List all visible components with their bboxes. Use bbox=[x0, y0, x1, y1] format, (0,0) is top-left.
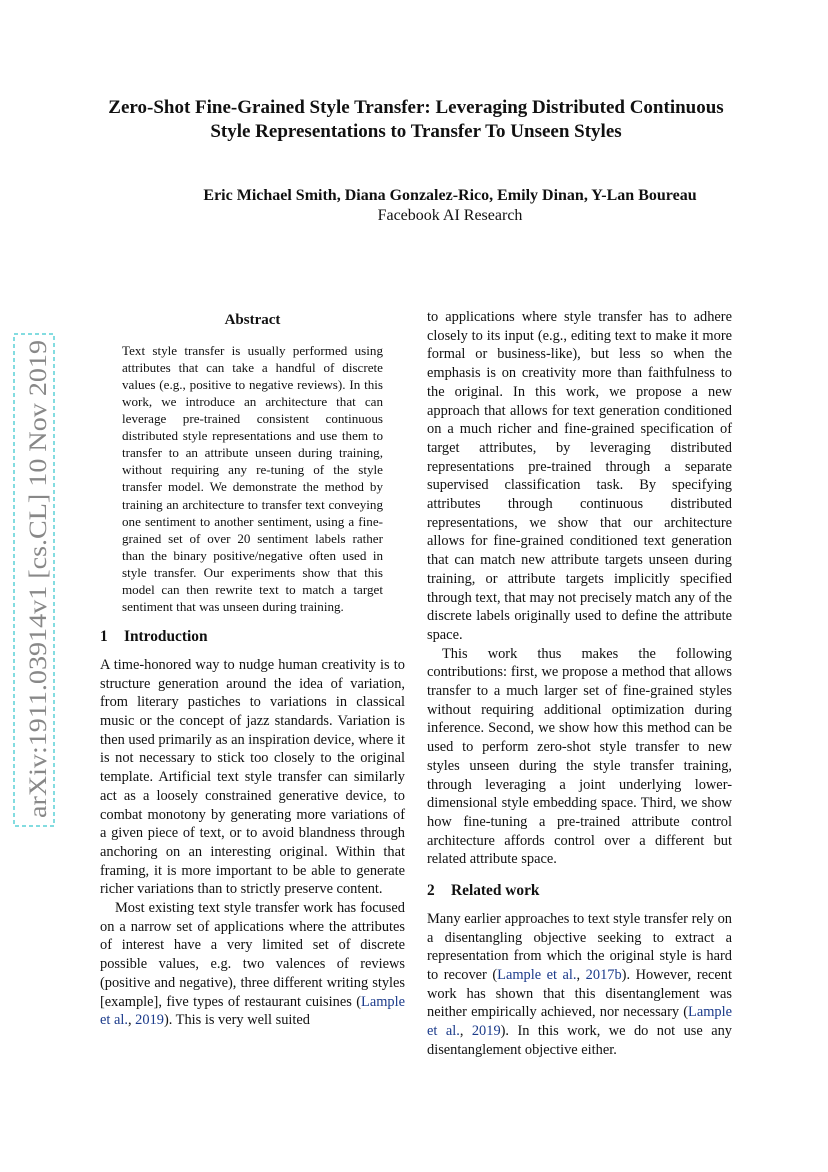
intro-paragraph-2 bbox=[100, 899, 405, 1030]
abstract-text: Text style transfer is usually performed using attributes that can take a handful of discrete values (e.g., positive to negative reviews). In this work, we introduce an architecture that can leverage pre-trained consistent continuous distributed style representations and use them to transfer to an attribute unseen during training, without requiring any re-tuning of the style transfer model. We demonstrate the method by training an architecture to transfer text conveying one sentiment to another sentiment, using a fine-grained set of over 20 sentiment labels rather than the binary positive/negative often used in style transfer. Our experiments show that this model can then rewrite text to match a target sentiment that was unseen during training. bbox=[122, 342, 383, 615]
citation-separator: , bbox=[459, 1023, 472, 1040]
intro-paragraph-4: This work thus makes the following contributions: first, we propose a method that allows transfer to a much larger set of fine-grained styles without requiring additional optimization during inference. Second, we show how this method can be used to perform zero-shot style transfer to new styles unseen during the style transfer training, through leveraging a joint underlying lower-dimensional style embedding space. Third, we show how fine-tuning a pre-trained attribute control architecture affords control over a different but related attribute space. bbox=[427, 645, 732, 868]
citation-link[interactable]: Lample et al. bbox=[497, 966, 577, 983]
paragraph-text: ). However, recent work has shown that this disentanglement was neither empirically achieved, nor necessary ( bbox=[427, 966, 732, 1021]
affiliation: Facebook AI Research bbox=[377, 207, 523, 224]
intro-paragraph-3: to applications where style transfer has to adhere closely to its input (e.g., editing text to make it more formal or business-like), but less so when the emphasis is on creativity more than faithfulness to the original. In this work, we propose a new approach that allows for text generation conditioned on a much richer and fine-grained specification of target attributes, by leveraging distributed representations pre-trained through a separate supervised classification task. By specifying attributes through continuous distributed representations, we show that our architecture allows for fine-grained conditioned text generation that can match new attribute targets unseen during training, or attribute targets implicitly specified through text, that may not precisely match any of the discrete labels originally used to define the attribute space. bbox=[427, 309, 732, 643]
citation-link[interactable]: 2017b bbox=[585, 966, 622, 983]
intro-paragraph-1: A time-honored way to nudge human creativity is to structure generation around the idea of variation, from literary pastiches to variations in classical music or the concept of jazz standards. Variation is then used primarily as an inspiration device, where it is not necessary to stick too closely to the original template. Artificial text style transfer can similarly act as a loosely constrained generative device, to combat monotony by generating more variations of a given piece of text, or to avoid blandness through anchoring on an interesting original. Within that framing, it is more important to be able to generate richer variations than to strictly preserve content. bbox=[100, 656, 405, 898]
section-title: Introduction bbox=[124, 628, 208, 646]
paragraph-text: ). In this work, we do not use any disentanglement objective either. bbox=[427, 1023, 732, 1058]
related-paragraph-1 bbox=[427, 910, 732, 1060]
section-heading-introduction bbox=[100, 628, 405, 647]
abstract-heading: Abstract bbox=[224, 312, 281, 328]
author-names: Eric Michael Smith, Diana Gonzalez-Rico, Emily Dinan, Y-Lan Boureau bbox=[203, 187, 697, 204]
right-column bbox=[427, 308, 732, 1059]
citation-link[interactable]: Lample et al. bbox=[427, 1004, 732, 1040]
author-block bbox=[100, 186, 800, 226]
arxiv-stamp-text: arXiv:1911.03914v1 [cs.CL] 10 Nov 2019 bbox=[25, 392, 52, 818]
section-title: Related work bbox=[451, 882, 540, 900]
paragraph-text: Many earlier approaches to text style transfer rely on a disentangling objective seeking to extract a representation from which the original style is hard to recover ( bbox=[427, 910, 732, 983]
section-number: 2 bbox=[427, 882, 435, 900]
paragraph-text: Most existing text style transfer work has focused on a narrow set of applications where the attributes of interest have a very limited set of discrete possible values, e.g. two valences of reviews (positive and negative), three different writing styles [example], five types of restaurant cuisines ( bbox=[100, 900, 405, 1010]
left-column bbox=[100, 308, 405, 1030]
paragraph-text: ). This is very well suited bbox=[163, 1012, 310, 1029]
citation-separator: , bbox=[576, 966, 586, 983]
citation-link[interactable]: 2019 bbox=[471, 1023, 501, 1040]
section-heading-related-work bbox=[427, 882, 732, 901]
citation-link[interactable]: Lample et al. bbox=[100, 993, 405, 1029]
citation-link[interactable]: 2019 bbox=[135, 1012, 164, 1029]
paper-title: Zero-Shot Fine-Grained Style Transfer: Leveraging Distributed Continuous Style Representations to Transfer To Unseen Styles bbox=[108, 97, 724, 142]
citation-separator: , bbox=[127, 1012, 136, 1029]
arxiv-stamp bbox=[8, 330, 60, 830]
section-number: 1 bbox=[100, 628, 108, 646]
